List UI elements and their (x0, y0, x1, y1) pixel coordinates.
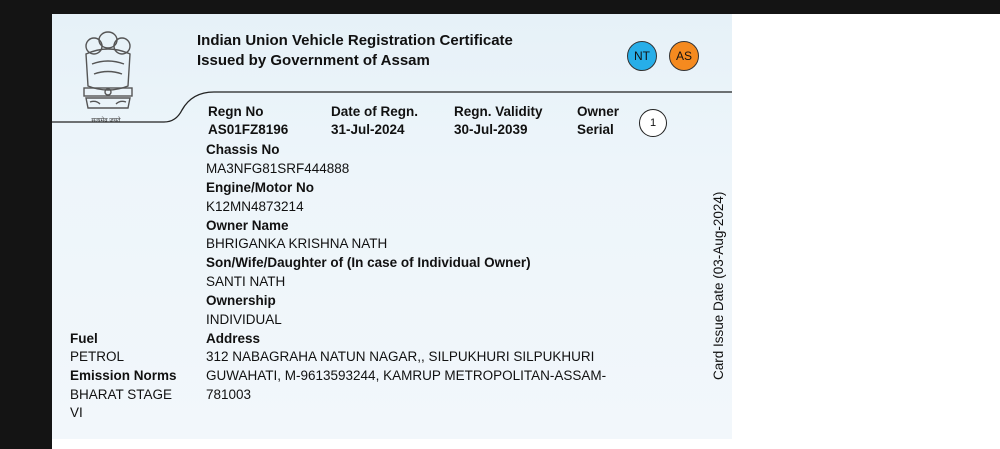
title-line-2: Issued by Government of Assam (197, 52, 430, 69)
serial-label: Serial (577, 122, 614, 137)
chassis-value: MA3NFG81SRF444888 (206, 161, 350, 176)
nt-badge: NT (627, 41, 657, 71)
emblem-caption: सत्यमेव जयते (91, 118, 121, 124)
emission-norms-value-line-1: BHARAT STAGE (70, 387, 173, 402)
regn-no-label: Regn No (208, 104, 264, 119)
owner-name-label: Owner Name (206, 218, 289, 233)
address-label: Address (206, 331, 261, 346)
owner-name-value: BHRIGANKA KRISHNA NATH (206, 236, 388, 251)
engine-value: K12MN4873214 (206, 199, 304, 214)
fuel-label: Fuel (70, 331, 98, 346)
owner-serial-value: 1 (639, 109, 667, 137)
chassis-label: Chassis No (206, 142, 280, 157)
date-of-regn-value: 31-Jul-2024 (331, 122, 405, 137)
regn-validity-label: Regn. Validity (454, 104, 543, 119)
card-issue-date: Card Issue Date (03-Aug-2024) (711, 192, 726, 381)
regn-validity-value: 30-Jul-2039 (454, 122, 528, 137)
address-line-3: 781003 (206, 387, 252, 402)
regn-no-value: AS01FZ8196 (208, 122, 289, 137)
relation-label: Son/Wife/Daughter of (In case of Individual Owner) (206, 255, 531, 270)
registration-card (52, 14, 732, 439)
ownership-label: Ownership (206, 293, 276, 308)
as-badge: AS (669, 41, 699, 71)
relation-value: SANTI NATH (206, 274, 286, 289)
date-of-regn-label: Date of Regn. (331, 104, 419, 119)
address-line-1: 312 NABAGRAHA NATUN NAGAR,, SILPUKHURI SILPUKHURI (206, 349, 595, 364)
top-dark-band (0, 0, 1000, 14)
emission-norms-value-line-2: VI (70, 405, 83, 420)
engine-label: Engine/Motor No (206, 180, 314, 195)
left-dark-band (0, 0, 52, 449)
ownership-value: INDIVIDUAL (206, 312, 282, 327)
fuel-value: PETROL (70, 349, 125, 364)
owner-label: Owner (577, 104, 620, 119)
emission-norms-label: Emission Norms (70, 368, 177, 383)
card-title (197, 31, 513, 71)
title-line-1: Indian Union Vehicle Registration Certificate (197, 32, 513, 49)
address-line-2: GUWAHATI, M-9613593244, KAMRUP METROPOLITAN-ASSAM- (206, 368, 607, 383)
